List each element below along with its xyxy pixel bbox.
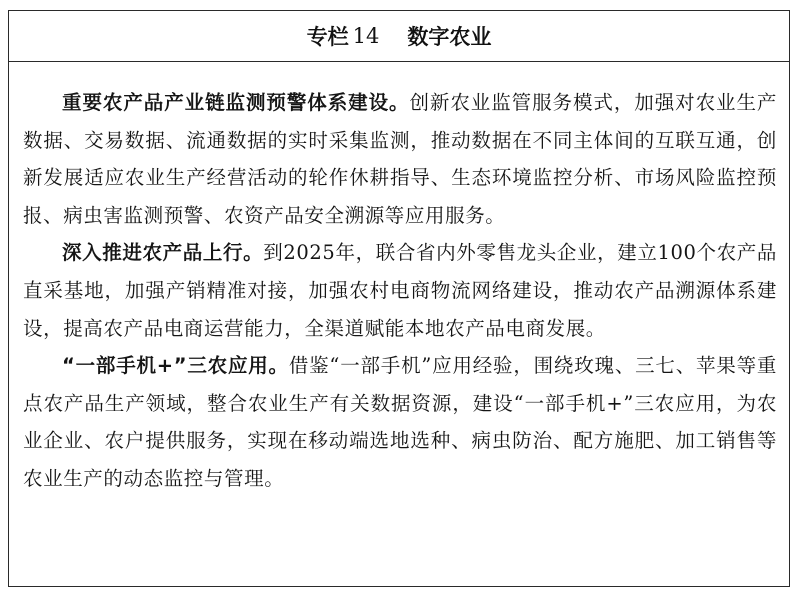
paragraph-lead: 重要农产品产业链监测预警体系建设。	[62, 91, 410, 114]
column-number: 14	[352, 24, 380, 48]
column-body	[9, 62, 789, 498]
paragraph-text: 借鉴“一部手机”应用经验，围绕玫瑰、三七、苹果等重点农产品生产领域，整合农业生产有关数据资源，建设“一部手机+”三农应用，为农业企业、农户提供服务，实现在移动端选地选种、病虫防治、配方施肥、加工销售等农业生产的动态监控与管理。	[23, 354, 777, 490]
paragraph-text: 创新农业监管服务模式，加强对农业生产数据、交易数据、流通数据的实时采集监测，推动数据在不同主体间的互联互通，创新发展适应农业生产经营活动的轮作休耕指导、生态环境监控分析、市场风险监控预报、病虫害监测预警、农资产品安全溯源等应用服务。	[23, 91, 777, 227]
column-header	[9, 11, 789, 62]
paragraph-mobile-app	[23, 347, 777, 497]
paragraph-text: 到2025年，联合省内外零售龙头企业，建立100个农产品直采基地，加强产销精准对接，加强农村电商物流网络建设，推动农产品溯源体系建设，提高农产品电商运营能力，全渠道赋能本地农产品电商发展。	[23, 241, 777, 340]
column-title: 数字农业	[407, 25, 492, 49]
paragraph-supply-chain-monitoring	[23, 84, 777, 234]
column-label: 专栏	[306, 25, 349, 49]
paragraph-lead: 深入推进农产品上行。	[62, 241, 264, 265]
column-box	[8, 10, 790, 587]
paragraph-lead: “一部手机+”三农应用。	[62, 354, 289, 378]
paragraph-product-online	[23, 234, 777, 347]
